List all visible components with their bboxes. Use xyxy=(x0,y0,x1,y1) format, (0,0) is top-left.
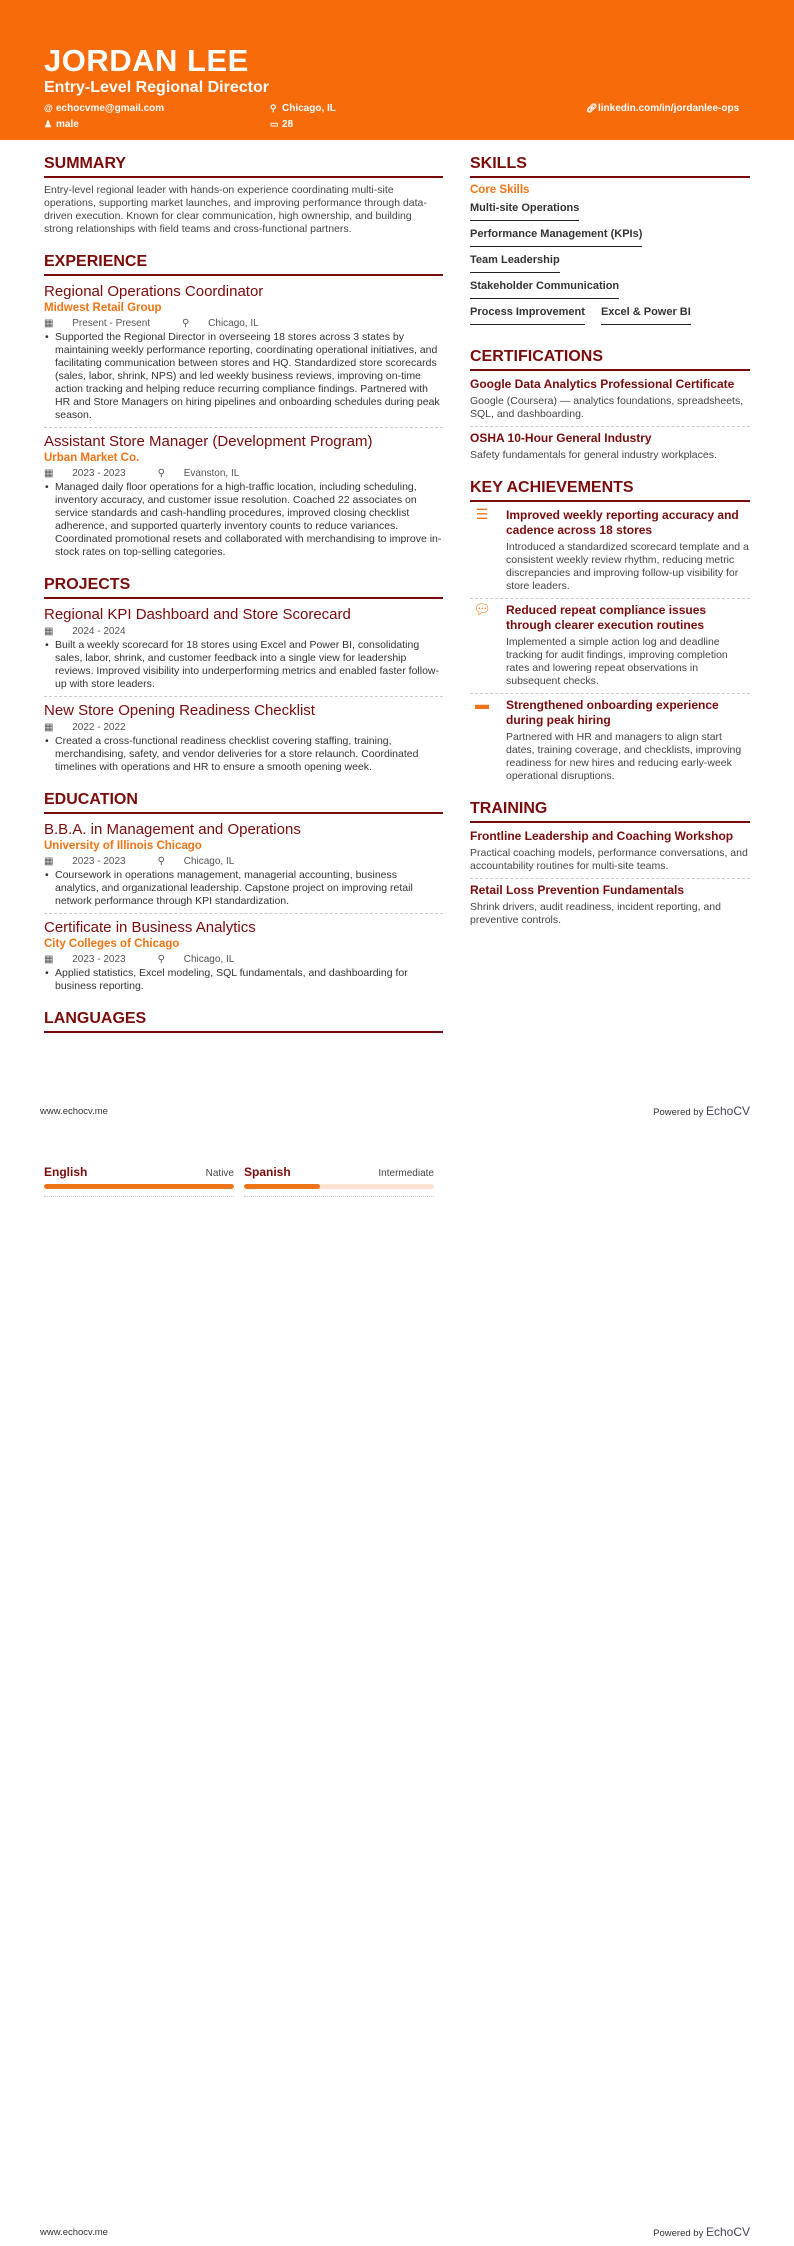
proficiency-bar xyxy=(44,1184,234,1189)
certification-desc: Google (Coursera) — analytics foundations, spreadsheets, SQL, and dashboarding. xyxy=(470,395,744,420)
page-footer xyxy=(40,1105,750,1119)
summary-section xyxy=(44,154,443,236)
location: Chicago, IL xyxy=(208,318,259,329)
location-pin-icon: ⚲ xyxy=(270,103,277,113)
skill-tag: Performance Management (KPIs) xyxy=(470,227,642,247)
experience-item xyxy=(44,432,443,559)
calendar-icon: ▦ xyxy=(44,468,57,479)
location: Chicago, IL xyxy=(282,103,336,114)
age: 28 xyxy=(282,119,294,130)
job-title: Regional Operations Coordinator xyxy=(44,283,264,300)
chat-bubble-icon: ▬ xyxy=(475,696,489,712)
calendar-icon: ▦ xyxy=(44,318,57,329)
website-link[interactable]: www.echocv.me xyxy=(40,2227,108,2238)
achievement-title: Improved weekly reporting accuracy and cadence across 18 stores xyxy=(506,508,739,537)
resume-header xyxy=(0,0,794,140)
section-heading: EXPERIENCE xyxy=(44,252,443,276)
dates: 2023 - 2023 xyxy=(72,856,126,867)
training-title: Retail Loss Prevention Fundamentals xyxy=(470,883,685,897)
dates: 2022 - 2022 xyxy=(72,722,126,733)
dates: Present - Present xyxy=(72,318,151,329)
linkedin-link[interactable]: linkedin.com/in/jordanlee-ops xyxy=(598,103,740,114)
location-pin-icon: ⚲ xyxy=(157,468,168,479)
project-title: Regional KPI Dashboard and Store Scorecard xyxy=(44,606,351,623)
skill-group-label: Core Skills xyxy=(470,184,530,196)
experience-section xyxy=(44,252,443,559)
skill-tag: Stakeholder Communication xyxy=(470,279,619,299)
location-pin-icon: ⚲ xyxy=(157,954,168,965)
languages-section xyxy=(44,1009,443,1033)
company: Urban Market Co. xyxy=(44,452,140,464)
divider xyxy=(244,1196,434,1197)
skill-tag: Excel & Power BI xyxy=(601,305,691,325)
section-heading: EDUCATION xyxy=(44,790,443,814)
section-heading: SKILLS xyxy=(470,154,750,178)
experience-item xyxy=(44,282,443,422)
brand-logo: EchoCV xyxy=(705,2225,750,2239)
language-name: English xyxy=(44,1165,88,1179)
achievements-section xyxy=(470,478,750,783)
location: Chicago, IL xyxy=(183,856,235,867)
bullet: • Created a cross-functional readiness checklist covering staffing, training, merchandising, safety, and vendor deliveries for a store relaunch. Coordinated timelines with operations and HR to ensure a smooth opening week. xyxy=(44,735,443,774)
email[interactable]: echocvme@gmail.com xyxy=(56,103,165,114)
skill-tag: Process Improvement xyxy=(470,305,585,325)
divider xyxy=(44,1196,234,1197)
person-icon: ♟ xyxy=(44,119,53,129)
achievement-desc: Partnered with HR and managers to align start dates, training coverage, and checklists, improving readiness for new hires and reducing early-week operational disruptions. xyxy=(506,731,742,782)
project-item xyxy=(44,605,443,691)
website-link[interactable]: www.echocv.me xyxy=(40,1106,108,1117)
achievement-item xyxy=(470,698,750,783)
education-item xyxy=(44,918,443,993)
degree: Certificate in Business Analytics xyxy=(44,919,256,936)
achievement-desc: Implemented a simple action log and deadline tracking for audit findings, improving completion rates and lowering repeat observations in subsequent checks. xyxy=(506,636,728,687)
bullet: • Managed daily floor operations for a high-traffic location, including scheduling, inventory accuracy, and customer issue resolution. Coached 22 associates on service standards and cash-handling procedures, improved closing checklist adherence, and supported quarterly inventory counts to reduce variances. Coordinated promotional resets and collaborated with merchandising to improve in-stock rates on top-selling categories. xyxy=(44,481,443,559)
certification-title: OSHA 10-Hour General Industry xyxy=(470,431,652,445)
divider xyxy=(470,693,750,694)
candidate-title: Entry-Level Regional Director xyxy=(44,79,269,96)
languages-list xyxy=(44,1166,444,1197)
training-section xyxy=(470,799,750,927)
education-section xyxy=(44,790,443,993)
proficiency-fill xyxy=(44,1184,234,1189)
powered-by-label: Powered by xyxy=(653,1107,704,1118)
training-title: Frontline Leadership and Coaching Workshop xyxy=(470,829,734,843)
section-heading: KEY ACHIEVEMENTS xyxy=(470,478,750,502)
section-heading: CERTIFICATIONS xyxy=(470,347,750,371)
school: University of Illinois Chicago xyxy=(44,840,202,852)
achievement-title: Reduced repeat compliance issues through clearer execution routines xyxy=(506,603,707,632)
achievement-desc: Introduced a standardized scorecard template and a consistent weekly review rhythm, reducing metric discrepancies and improving follow-up visibility for store leaders. xyxy=(506,541,749,592)
language-name: Spanish xyxy=(244,1165,291,1179)
skills-section xyxy=(470,154,750,331)
sliders-icon: ☰ xyxy=(475,506,489,522)
divider xyxy=(470,878,750,879)
certification-desc: Safety fundamentals for general industry workplaces. xyxy=(470,449,717,461)
bullet: • Coursework in operations management, managerial accounting, business analytics, and organizational leadership. Capstone project on improving retail network performance through KPI standardization. xyxy=(44,869,443,908)
page-footer-bottom xyxy=(40,2226,750,2240)
dates: 2023 - 2023 xyxy=(72,954,126,965)
bullet: • Applied statistics, Excel modeling, SQL fundamentals, and dashboarding for business reporting. xyxy=(44,967,443,993)
location-pin-icon: ⚲ xyxy=(157,856,168,867)
at-icon: @ xyxy=(44,103,53,113)
section-heading: LANGUAGES xyxy=(44,1009,443,1033)
chat-bubbles-icon: 💬︎ xyxy=(473,601,491,617)
job-title: Assistant Store Manager (Development Program) xyxy=(44,433,373,450)
brand-logo: EchoCV xyxy=(705,1104,750,1118)
calendar-icon: ▦ xyxy=(44,626,57,637)
gender: male xyxy=(56,119,79,130)
achievement-item xyxy=(470,508,750,593)
certifications-section xyxy=(470,347,750,462)
training-desc: Practical coaching models, performance conversations, and accountability routines for multi-site teams. xyxy=(470,847,748,872)
achievement-title: Strengthened onboarding experience during peak hiring xyxy=(506,698,719,727)
left-column xyxy=(44,154,443,1049)
powered-by-label: Powered by xyxy=(653,2228,704,2239)
project-title: New Store Opening Readiness Checklist xyxy=(44,702,315,719)
divider xyxy=(44,913,443,914)
section-heading: TRAINING xyxy=(470,799,750,823)
candidate-name: JORDAN LEE xyxy=(44,43,249,78)
location-pin-icon: ⚲ xyxy=(182,318,193,329)
degree: B.B.A. in Management and Operations xyxy=(44,821,301,838)
divider xyxy=(44,427,443,428)
link-icon: 🔗︎ xyxy=(586,103,598,113)
location: Evanston, IL xyxy=(183,468,240,479)
school: City Colleges of Chicago xyxy=(44,938,180,950)
calendar-icon: ▦ xyxy=(44,722,57,733)
projects-section xyxy=(44,575,443,774)
language-item xyxy=(244,1166,434,1197)
proficiency-bar xyxy=(244,1184,434,1189)
right-column xyxy=(470,154,750,943)
proficiency-fill xyxy=(244,1184,320,1189)
contact-info xyxy=(44,102,750,131)
skill-tag: Multi-site Operations xyxy=(470,201,579,221)
dates: 2023 - 2023 xyxy=(72,468,126,479)
certification-title: Google Data Analytics Professional Certificate xyxy=(470,377,735,391)
section-heading: SUMMARY xyxy=(44,154,443,178)
achievement-item xyxy=(470,603,750,688)
language-item xyxy=(44,1166,234,1197)
divider xyxy=(44,696,443,697)
project-item xyxy=(44,701,443,774)
calendar-icon: ▭ xyxy=(270,119,279,129)
education-item xyxy=(44,820,443,908)
company: Midwest Retail Group xyxy=(44,302,162,314)
location: Chicago, IL xyxy=(183,954,235,965)
summary-text: Entry-level regional leader with hands-on experience coordinating multi-site operations, supporting market launches, and improving performance through data-driven execution. Known for clear communication, high ownership, and building strong relationships with field teams and cross-functional partners. xyxy=(44,184,427,235)
divider xyxy=(470,598,750,599)
language-level: Intermediate xyxy=(378,1168,434,1179)
calendar-icon: ▦ xyxy=(44,856,57,867)
training-desc: Shrink drivers, audit readiness, incident reporting, and preventive controls. xyxy=(470,901,721,926)
calendar-icon: ▦ xyxy=(44,954,57,965)
skill-tag: Team Leadership xyxy=(470,253,560,273)
language-level: Native xyxy=(205,1168,234,1179)
section-heading: PROJECTS xyxy=(44,575,443,599)
divider xyxy=(470,426,750,427)
bullet: • Supported the Regional Director in overseeing 18 stores across 3 states by maintaining weekly performance reporting, coordinating operational initiatives, and facilitating communication between stores and HQ. Standardized store scorecards (sales, labor, shrink, NPS) and led weekly business reviews, improving on-time action tracking and helping reduce recurring compliance findings. Partnered with HR and Store Managers on hiring pipelines and onboarding schedules during peak season. xyxy=(44,331,443,422)
dates: 2024 - 2024 xyxy=(72,626,126,637)
bullet: • Built a weekly scorecard for 18 stores using Excel and Power BI, consolidating sales, labor, shrink, and customer feedback into a single view for leadership reviews. Improved visibility into underperforming metrics and enabled faster follow-up with store leaders. xyxy=(44,639,443,691)
